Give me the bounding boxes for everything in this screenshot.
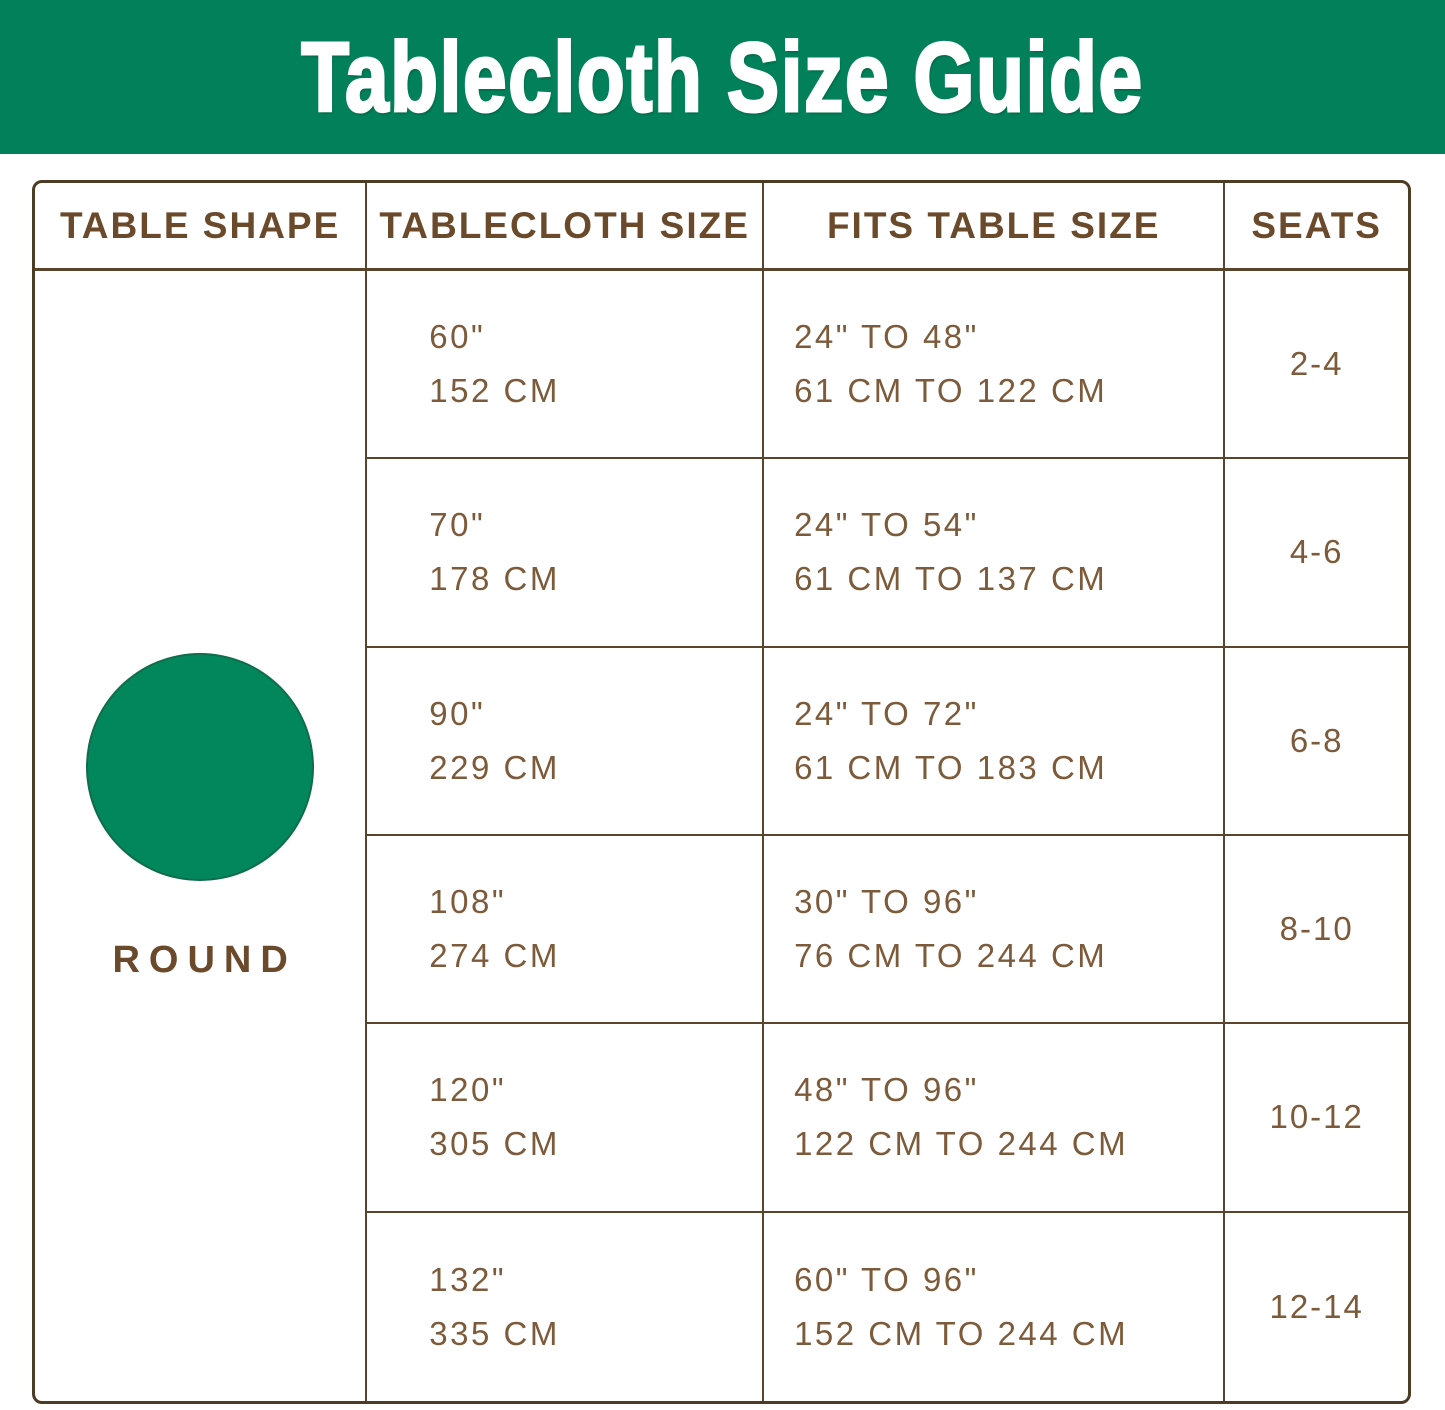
fits-inches: 24" TO 48" <box>794 318 979 356</box>
fits-cm: 76 CM TO 244 CM <box>794 937 1108 975</box>
size-inches: 90" <box>429 694 486 732</box>
fits-cm: 122 CM TO 244 CM <box>794 1125 1129 1163</box>
size-cm: 274 CM <box>429 937 560 975</box>
seats-cell <box>1225 648 1408 836</box>
fits-table-size-cell <box>764 459 1225 647</box>
seats-value: 6-8 <box>1289 721 1344 759</box>
tablecloth-size-cell <box>367 459 764 647</box>
tablecloth-size-cell <box>367 1024 764 1212</box>
col-header-seats: SEATS <box>1225 183 1408 271</box>
size-inches: 108" <box>429 883 507 921</box>
fits-inches: 24" TO 72" <box>794 694 979 732</box>
fits-inches: 30" TO 96" <box>794 883 979 921</box>
col-header-tablecloth-size: TABLECLOTH SIZE <box>367 183 764 271</box>
fits-table-size-cell <box>764 648 1225 836</box>
size-guide-table <box>32 180 1411 1404</box>
size-inches: 120" <box>429 1071 507 1109</box>
seats-cell <box>1225 836 1408 1024</box>
seats-cell <box>1225 459 1408 647</box>
seats-value: 8-10 <box>1279 910 1354 948</box>
fits-table-size-cell <box>764 271 1225 459</box>
shape-label: ROUND <box>112 939 297 982</box>
fits-cm: 152 CM TO 244 CM <box>794 1314 1129 1352</box>
fits-inches: 48" TO 96" <box>794 1071 979 1109</box>
size-inches: 70" <box>429 506 486 544</box>
fits-inches: 24" TO 54" <box>794 506 979 544</box>
fits-table-size-cell <box>764 836 1225 1024</box>
seats-value: 10-12 <box>1269 1098 1364 1136</box>
page-title: Tablecloth Size Guide <box>301 21 1144 132</box>
seats-cell <box>1225 1213 1408 1401</box>
fits-inches: 60" TO 96" <box>794 1260 979 1298</box>
tablecloth-size-cell <box>367 836 764 1024</box>
tablecloth-size-cell <box>367 648 764 836</box>
fits-cm: 61 CM TO 122 CM <box>794 372 1108 410</box>
fits-cm: 61 CM TO 137 CM <box>794 560 1108 598</box>
size-cm: 305 CM <box>429 1125 560 1163</box>
fits-table-size-cell <box>764 1213 1225 1401</box>
col-header-table-shape: TABLE SHAPE <box>35 183 367 271</box>
fits-table-size-cell <box>764 1024 1225 1212</box>
seats-value: 12-14 <box>1269 1287 1364 1325</box>
seats-cell <box>1225 271 1408 459</box>
size-inches: 132" <box>429 1260 507 1298</box>
seats-value: 2-4 <box>1289 345 1344 383</box>
size-cm: 152 CM <box>429 372 560 410</box>
size-inches: 60" <box>429 318 486 356</box>
fits-cm: 61 CM TO 183 CM <box>794 748 1108 786</box>
seats-cell <box>1225 1024 1408 1212</box>
tablecloth-size-cell <box>367 271 764 459</box>
size-cm: 229 CM <box>429 748 560 786</box>
table-shape-cell <box>35 271 367 1401</box>
tablecloth-size-cell <box>367 1213 764 1401</box>
round-circle-icon <box>86 653 314 881</box>
size-cm: 178 CM <box>429 560 560 598</box>
col-header-fits-table-size: FITS TABLE SIZE <box>764 183 1225 271</box>
seats-value: 4-6 <box>1289 533 1344 571</box>
header-banner <box>0 0 1445 154</box>
size-cm: 335 CM <box>429 1314 560 1352</box>
